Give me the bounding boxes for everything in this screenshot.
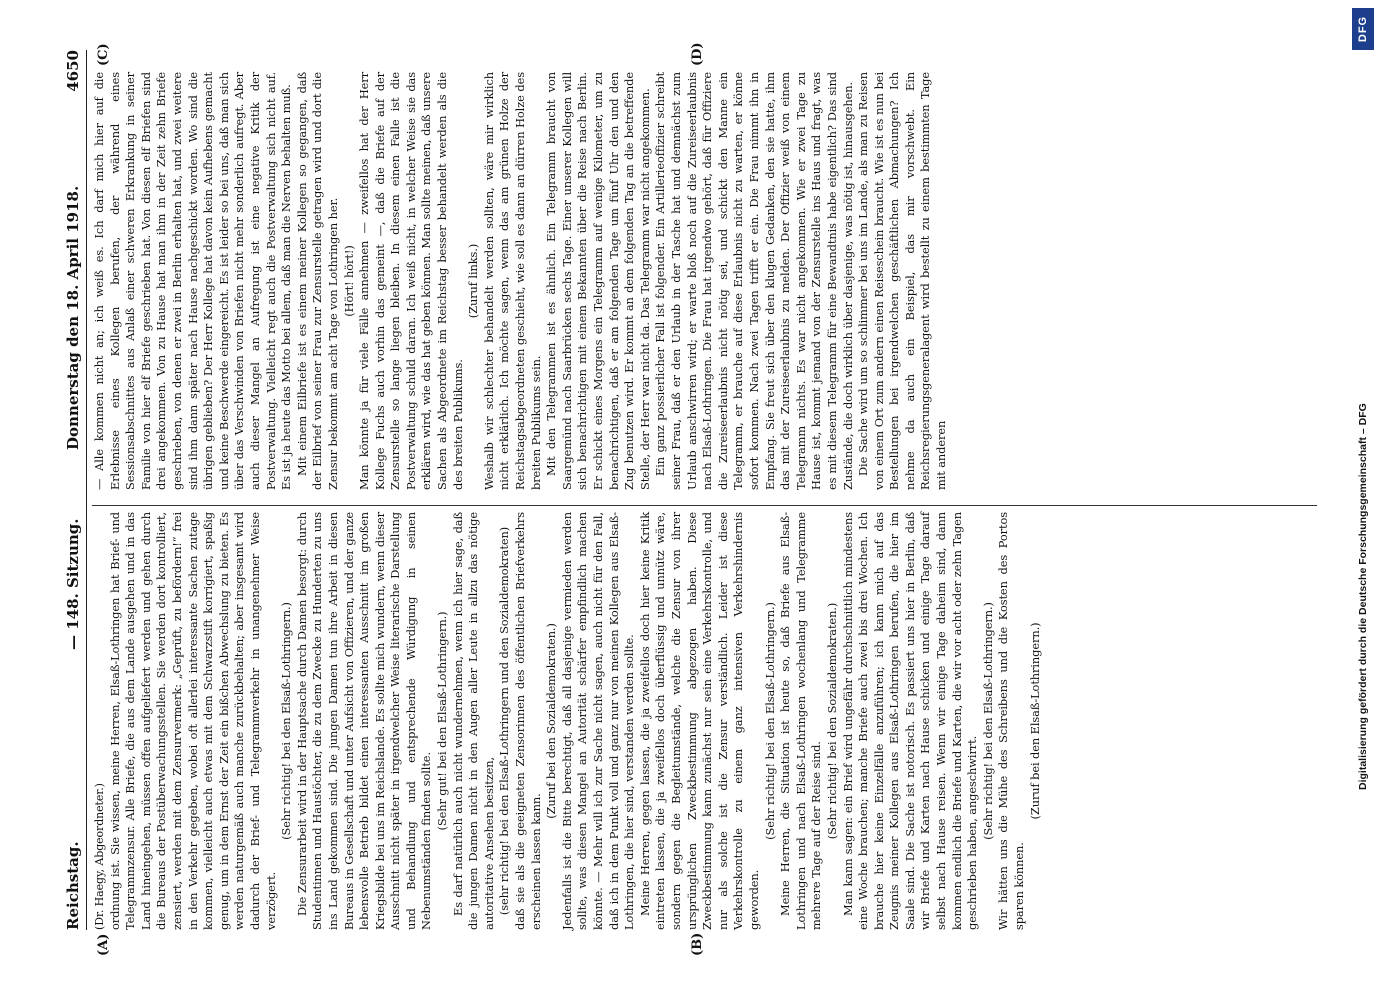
right-text-column <box>92 72 950 490</box>
dfg-logo-text: DFG <box>1357 15 1370 43</box>
paragraph: Man könnte ja für viele Fälle annehmen — zweifellos hat der Herr Kollege Fuchs auch vorhin das gemeint —, daß die Briefe auf der Zensurstelle so lange liegen bleiben. In diesem einen Falle ist die Postverwaltung schuld daran. Ich weiß nicht, in welcher Weise sie das erklären wird, wie das hat geben können. Man sollte meinen, daß unsere Sachen als Abgeordnete im Reichstag besser behandelt werden als die des breiten Publikums. <box>357 72 465 490</box>
interjection: (Zuruf bei den Sozialdemokraten.) <box>544 623 559 819</box>
paragraph: Es darf natürlich auch nicht wundernehmen, wenn ich hier sage, daß die jungen Damen nicht in den Augen aller Leute in allzu das nötige autoritative Ansehen besitzen, <box>450 512 496 930</box>
paragraph: Die Zensurarbeit wird in der Hauptsache durch Damen besorgt: durch Studentinnen und Haustöchter, die zu dem Zwecke zu Hunderten zu uns ins Land gekommen sind. Die jungen Damen tun ihre Arbeit in diesen Bureaus in Gesellschaft und unter Aufsicht von Offizieren, und der ganze lebensvolle Betrieb bildet einen interessanten Ausschnitt im großen Kriegsbilde bei uns im Reichslande. Es sollte mich wundern, wenn dieser Ausschnitt nicht später in irgendwelcher Weise literarische Darstellung und Behandlung und entsprechende Würdigung in seinen Nebenumständen finden sollte. <box>294 512 434 930</box>
speaker-line: (Dr. Haegy, Abgeordneter.) <box>93 783 106 930</box>
left-text-column <box>92 512 1043 930</box>
interjection: (Sehr richtig! bei den Elsaß-Lothringern.) <box>980 602 995 840</box>
margin-marker-a: (A) <box>96 933 111 956</box>
interjection: (Sehr richtig! bei den Elsaß-Lothringern.) <box>279 602 294 840</box>
paragraph: Mit den Telegrammen ist es ähnlich. Ein Telegramm braucht von Saargemünd nach Saarbrücken sechs Tage. Einer unserer Kollegen will sich benachrichtigen mit einem Bekannten über die Reise nach Berlin. Er schickt eines Morgens ein Telegramm auf wenige Kilometer, um zu benachrichtigen, daß er am folgenden Tage um fünf Uhr den und den Zug benutzen wird. Er kommt an dem folgenden Tag an die betreffende Stelle, der Herr war nicht da. Das Telegramm war nicht angekommen. <box>544 72 652 490</box>
header-session: — 148. Sitzung. <box>64 518 82 650</box>
digitization-credit-text: Digitalisierung gefördert durch die Deutsche Forschungsgemeinschaft – DFG <box>1357 403 1369 790</box>
interjection: (Sehr gut! bei den Elsaß-Lothringern.) <box>435 611 450 831</box>
column-divider <box>92 505 1317 506</box>
interjection: (sehr richtig! bei den Elsaß-Lothringern und den Sozialdemokraten) <box>497 526 512 916</box>
paragraph: Man kann sagen: ein Brief wird ungefähr durchschnittlich mindestens eine Woche brauchen; manche Briefe auch zwei bis drei Wochen. Ich brauche hier keine Einzelfälle anzuführen; ich kann mich auf das Zeugnis meiner Kollegen aus Elsaß-Lothringen berufen, die hier im Saale sind. Die Sache ist notorisch. Es passiert uns hier in Berlin, daß wir Briefe und Karten nach Hause schicken und einige Tage darauf selbst nach Hause reisen. Wenn wir einige Tage daheim sind, dann kommen endlich die Briefe und Karten, die wir vor acht oder zehn Tagen geschrieben haben, angeschwirrt. <box>840 512 980 930</box>
paragraph: daß sie als die geeigneten Zensorinnen des öffentlichen Briefverkehrs erscheinen lassen kann. <box>513 512 543 930</box>
header-date: Donnerstag den 18. April 1918. <box>64 185 82 450</box>
paragraph: ordnung ist. Sie wissen, meine Herren, Elsaß-Lothringen hat Brief- und Telegrammzensur. Alle Briefe, die aus dem Lande ausgehen und in das Land hineingehen, müssen offen aufgeliefert werden und gehen durch die Bureaus der Postüberwachungsstellen. Sie werden dort kontrolliert, zensiert, werden mit dem Zensurvermerk: „Geprüft, zu befördern!“ frei in den Verkehr gegeben, wobei oft allerlei interessante Sachen zutage kommen, vielleicht auch etwas mit dem Schwarzstift korrigiert, spaßig genug, um in dem Ernst der Zeit ein bißchen Abwechslung zu bieten. Es werden naturgemäß auch manche zurückbehalten; aber insgesamt wird dadurch der Brief- und Telegrammverkehr in unangenehmer Weise verzögert. <box>107 512 278 930</box>
paragraph: Mit einem Eilbriefe ist es einem meiner Kollegen so gegangen, daß der Eilbrief von seiner Frau zur Zensurstelle getragen wird und dort die Zensur bekommt am acht Tage von Lothringen her. <box>294 72 340 490</box>
paragraph: Meine Herren, die Situation ist heute so, daß Briefe aus Elsaß-Lothringen und nach Elsaß-Lothringen wochenlang und Telegramme mehrere Tage auf der Reise sind. <box>778 512 824 930</box>
margin-marker-c: (C) <box>96 43 111 66</box>
interjection: (Sehr richtig! bei den Elsaß-Lothringern.) <box>762 602 777 840</box>
header-reichstag: Reichstag. <box>64 841 82 930</box>
paragraph: Die Sache wird um so schlimmer bei uns im Lande, als man zu Reisen von einem Ort zum andern einen Reiseschein braucht. Wie ist es nun bei Bestellungen bei irgendwelchen geschäftlichen Abmachungen? Ich nehme da auch ein Beispiel, das mir vorschwebt. Ein Reichsregierungsgeneralagent wird bestellt zu einem bestimmten Tage mit anderen <box>856 72 949 490</box>
paragraph: Jedenfalls ist die Bitte berechtigt, daß all dasjenige vermieden werden sollte, was diesen Mangel an Autorität schärfer empfindlich machen könnte. — Mehr will ich zur Sache nicht sagen, auch nicht für den Fall, daß ich in dem Punkt voll und ganz nur von meinen Kollegen aus Elsaß-Lothringen, die hier sind, verstanden werden sollte. <box>559 512 637 930</box>
interjection: (Zuruf bei den Elsaß-Lothringern.) <box>1027 622 1042 820</box>
paragraph: Wir hätten uns die Mühe des Schreibens und die Kosten des Portos sparen können. <box>996 512 1027 930</box>
interjection: (Sehr richtig! bei den Sozialdemokraten.) <box>824 602 839 840</box>
page-number: 4650 <box>64 50 82 92</box>
paragraph: Weshalb wir schlechter behandelt werden sollten, wäre mir wirklich nicht erklärlich. Ich möchte sagen, wenn das am grünen Holze der Reichstagsabgeordneten geschieht, wie soll es dann an dürren Holze des breiten Publikums sein. <box>481 72 543 490</box>
page-header <box>62 50 87 930</box>
paragraph: Ein ganz possierlicher Fall ist folgender. Ein Artillerieoffizier schreibt seiner Frau, daß er den Urlaub in der Tasche hat und demnächst zum Urlaub anschwirren wird; er warte bloß noch auf die Zureiseerlaubnis nach Elsaß-Lothringen. Die Frau hat irgendwo gehört, daß für Offiziere die Zureiseerlaubnis nicht nötig sei, und schickt den Manne ein Telegramm, er brauche auf diese Erlaubnis nicht zu warten, er könne sofort kommen. Nach zwei Tagen trifft er ein. Die Frau nimmt ihn in Empfang. Sie freut sich über den klugen Gedanken, den sie hatte, ihm das mit der Zureiseerlaubnis zu melden. Der Offizier weiß von einem Telegramm nichts. Es war nicht angekommen. Wie er zwei Tage zu Hause ist, kommt jemand von der Zensurstelle ins Haus und fragt, was es mit diesem Telegramm für eine Bewandtnis habe eigentlich? Das sind Zustände, die doch wirklich über dasjenige, was nötig ist, hinausgehen. <box>653 72 855 490</box>
paragraph: — Alle kommen nicht an; ich weiß es. Ich darf mich hier auf die Erlebnisse eines Kollegen berufen, der während eines Sessionsabschnittes aus Anlaß einer schweren Erkrankung in seiner Familie von hier elf Briefe geschrieben hat. Von diesen elf Briefen sind drei angekommen. Von zu Hause hat man ihm in der Zeit zehn Briefe geschrieben, von denen er zwei in Berlin erhalten hat, und zwei weitere sind ihm dann später nach Hause nachgeschickt worden. Wo sind die übrigen geblieben? Der Herr Kollege hat davon kein Aufhebens gemacht und keine Beschwerde eingereicht. Es ist leider so bei uns, daß man sich über das Verschwinden von Briefen nicht mehr sonderlich aufregt. Aber auch dieser Mangel an Aufregung ist eine negative Kritik der Postverwaltung. Vielleicht regt auch die Postverwaltung sich nicht auf. Es ist ja heute das Motto bei allem, daß man die Nerven behalten muß. <box>92 72 294 490</box>
margin-marker-b: (B) <box>690 932 705 956</box>
interjection: (Zuruf links.) <box>466 243 481 319</box>
paragraph: Meine Herren, gegen lassen, die ja zweifellos doch hier keine Kritik eintreten lassen, die ja zweifellos doch überflüssig und unnütz wäre, sondern gegen die Begleitumstände, welche die Zensur von ihrer ursprünglichen Zweckbestimmung abgezogen haben. Diese Zweckbestimmung kann zunächst nur sein eine Verkehrskontrolle, und nur als solche ist die Zensur verständlich. Leider ist diese Verkehrskontrolle zu einem ganz intensiven Verkehrshindernis geworden. <box>637 512 761 930</box>
digitization-credit <box>1352 10 1374 790</box>
margin-marker-d: (D) <box>690 42 705 66</box>
interjection: (Hört! hört!) <box>341 245 356 317</box>
